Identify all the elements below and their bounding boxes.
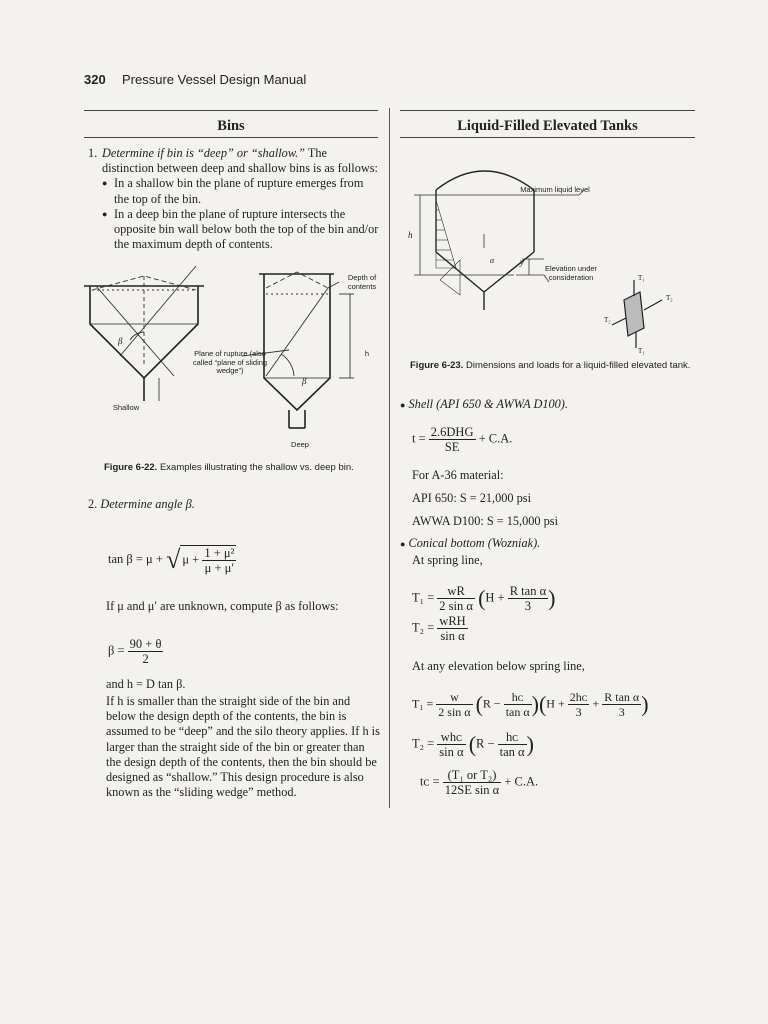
step-2 xyxy=(88,497,380,512)
figure-6-23-text: Dimensions and loads for a liquid-filled elevated tank. xyxy=(465,360,691,371)
equation-t1-spring: T₁ = $\frac{wR}{\text{2 sin α}}$ (H + $\frac{\text{R tan α}}{3}$ ) xyxy=(412,584,556,613)
step-1 xyxy=(88,146,380,252)
book-title: Pressure Vessel Design Manual xyxy=(122,72,307,87)
left-top-rule xyxy=(84,110,378,111)
section-title-tanks: Liquid-Filled Elevated Tanks xyxy=(457,118,638,134)
figure-6-23-number: Figure 6-23. xyxy=(410,360,464,371)
step-1-number: 1. xyxy=(88,146,98,160)
figure-6-22-text: Examples illustrating the shallow vs. deep bin. xyxy=(159,462,354,473)
equation-shell: t = $\frac{\text{2.6DHG}}{SE}$ + C.A. xyxy=(412,425,513,454)
bullet-deep: ● In a deep bin the plane of rupture intersects the opposite bin wall below both the top of the bin and/or the maximum depth of contents. xyxy=(102,207,380,253)
page-number: 320 xyxy=(84,72,106,87)
conical-heading: ● Conical bottom (Wozniak). xyxy=(400,536,541,550)
awwa-d100-line: AWWA D100: S = 15,000 psi xyxy=(412,514,559,528)
column-divider xyxy=(389,108,390,808)
label-shallow: Shallow xyxy=(112,403,140,412)
right-top-rule xyxy=(400,110,695,111)
equation-beta: β = $\frac{90 + \theta}{2}$ xyxy=(108,637,162,666)
api-650-line: API 650: S = 21,000 psi xyxy=(412,491,531,505)
equation-t2-spring: T₂ = $\frac{\text{wRH}}{\text{sin α}}$ xyxy=(412,614,466,643)
label-y: y xyxy=(520,257,524,267)
label-alpha: α xyxy=(490,256,495,265)
and-h-text: and h = D tan β. xyxy=(106,677,186,691)
spring-line-text: At spring line, xyxy=(412,553,483,567)
svg-text:β: β xyxy=(302,376,307,386)
step-1-lead: Determine if bin is “deep” or “shallow.” xyxy=(102,146,306,160)
section-title-bins: Bins xyxy=(217,118,245,134)
right-title-rule xyxy=(400,137,695,138)
label-depth-of-contents: Depth of contents xyxy=(347,273,377,291)
label-elevation: Elevation under consideration xyxy=(544,264,598,282)
left-title-rule xyxy=(84,137,378,138)
unknown-mu-text: If μ and μ′ are unknown, compute β as follows: xyxy=(106,599,339,613)
step-2-lead: Determine angle β. xyxy=(100,497,195,511)
label-t2-left: T₂ xyxy=(604,316,611,324)
bullet-shallow: ● In a shallow bin the plane of rupture emerges from the top of the bin. xyxy=(102,176,380,206)
step-1-text: The distinction between deep and shallow bins is as follows: xyxy=(102,146,378,176)
label-t1-bottom: T₁ xyxy=(638,347,645,355)
label-plane-of-rupture: Plane of rupture (also called “plane of sliding wedge”) xyxy=(192,349,268,375)
label-max-liquid-level: Maximum liquid level xyxy=(520,185,590,194)
a36-text: For A-36 material: xyxy=(412,468,504,482)
svg-text:β: β xyxy=(118,336,123,346)
elevated-tank-figure xyxy=(404,150,694,365)
label-h-deep: h xyxy=(364,349,370,358)
equation-t1-below: T₁ = $\frac{w}{\text{2 sin α}}$ (R − $\frac{\text{hᴄ}}{\text{tan α}}$ )(H + $\frac{\text{2hᴄ}}{3}$ + $\frac{\text{R tan α}}{3}$ ) xyxy=(412,690,649,719)
label-h-tank: h xyxy=(408,230,413,240)
equation-t2-below: T₂ = $\frac{\text{whᴄ}}{\text{sin α}}$ (R − $\frac{\text{hᴄ}}{\text{tan α}}$ ) xyxy=(412,730,534,759)
shell-heading: ● Shell (API 650 & AWWA D100). xyxy=(400,397,568,411)
label-t2-right: T₂ xyxy=(666,294,673,302)
figure-6-22-caption xyxy=(104,462,384,473)
figure-6-23-caption xyxy=(410,360,700,371)
label-deep: Deep xyxy=(291,440,309,449)
below-spring-text: At any elevation below spring line, xyxy=(412,659,585,673)
figure-6-22-number: Figure 6-22. xyxy=(104,462,158,473)
label-t1-top: T₁ xyxy=(638,274,645,282)
equation-tan-beta: tan β = μ + √ μ + $\frac{\text{1 + μ²}}{\mu + \mu'}$ xyxy=(108,545,235,575)
step-2-number: 2. xyxy=(88,497,98,511)
equation-tc: tᴄ = $\frac{\text{(T₁ or T₂)}}{\text{12SE sin α}}$ + C.A. xyxy=(420,768,539,797)
final-paragraph: If h is smaller than the straight side of the bin and below the design depth of the contents, the bin is assumed to be “deep” and the silo theory applies. If h is larger than the straight side of the bin or greater than the design depth of the contents, then the bin should be designed as “shallow.” This design procedure is also known as the “sliding wedge” method. xyxy=(106,694,380,800)
